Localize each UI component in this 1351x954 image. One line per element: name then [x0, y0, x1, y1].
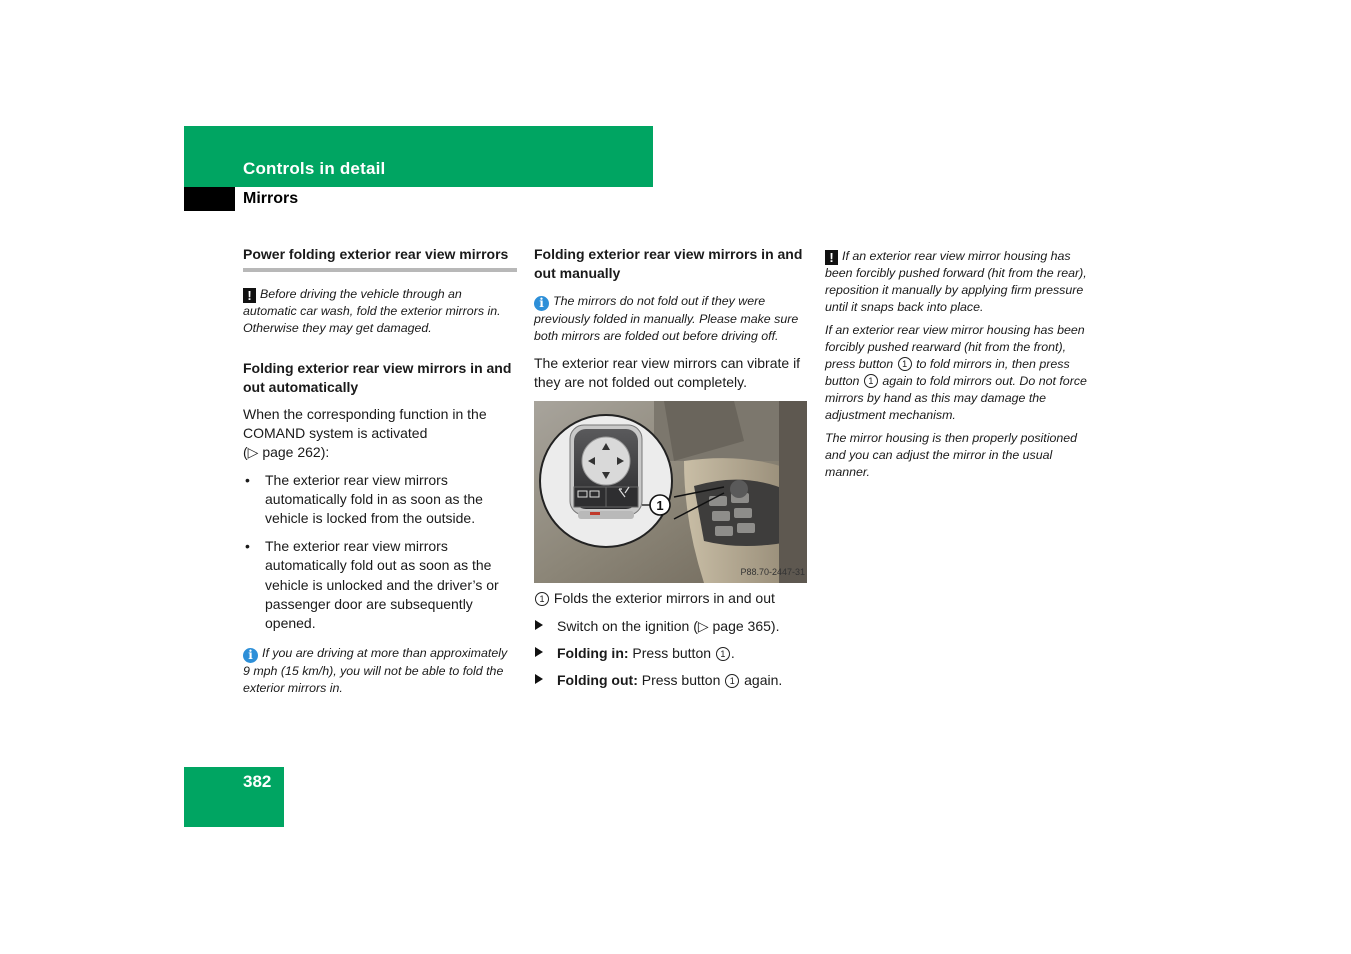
note-text: to fold mirrors in, then press button	[825, 357, 1070, 388]
image-code: P88.70-2447-31	[740, 567, 805, 578]
arrow-icon	[535, 647, 543, 657]
intro-text	[243, 405, 517, 463]
step-text: Switch on the ignition (▷ page 365).	[557, 617, 780, 634]
callout-marker: 1	[535, 592, 549, 606]
chapter-title: Controls in detail	[243, 159, 386, 178]
warning-note-car-wash	[243, 286, 517, 337]
bullet-list	[243, 471, 517, 634]
photo-marker: 1	[656, 498, 664, 514]
info-icon: i	[243, 648, 258, 663]
intro-line: When the corresponding function in the COMAND system is activated	[243, 406, 487, 442]
column-3	[825, 248, 1097, 481]
column-1	[243, 245, 517, 697]
vibrate-paragraph: The exterior rear view mirrors can vibrate if they are not folded out completely.	[534, 355, 801, 391]
section-marker	[184, 187, 235, 211]
callout-marker: 1	[725, 674, 739, 688]
mirror-switch-photo	[534, 401, 807, 583]
warning-icon: !	[825, 250, 838, 265]
step-label: Folding out:	[557, 672, 638, 689]
warning-text: Before driving the vehicle through an automatic car wash, fold the exterior mirrors in. Otherwise they may get damaged.	[243, 287, 501, 335]
step-folding-out	[534, 671, 808, 690]
page-number: 382	[243, 772, 272, 791]
arrow-icon	[535, 620, 543, 630]
step-ignition	[534, 617, 808, 636]
housing-position-note: The mirror housing is then properly positioned and you can adjust the mirror in the usual manner.	[825, 431, 1078, 479]
info-note-manual	[534, 293, 808, 345]
callout-marker: 1	[864, 374, 878, 388]
caption-text: Folds the exterior mirrors in and out	[553, 590, 775, 607]
heading-manual: Folding exterior rear view mirrors in and out manually	[534, 246, 803, 281]
warning-note-housing	[825, 248, 1097, 316]
note-text: again to fold mirrors out. Do not force mirrors by hand as this may damage the adjustment mechanism.	[825, 374, 1087, 422]
step-text: Press button	[641, 672, 721, 689]
heading-automatic: Folding exterior rear view mirrors in and out automatically	[243, 360, 512, 395]
step-folding-in	[534, 644, 808, 663]
info-icon: i	[534, 296, 549, 311]
column-2	[534, 245, 808, 698]
callout-marker: 1	[898, 357, 912, 371]
warning-text: If an exterior rear view mirror housing has been forcibly pushed forward (hit from the rear), reposition it manually by applying firm pressure until it snaps back into place.	[825, 249, 1087, 314]
step-text-end: again.	[744, 672, 783, 689]
page-ref: (▷ page 262):	[243, 444, 330, 461]
step-label: Folding in:	[557, 644, 629, 661]
info-text: If you are driving at more than approximately 9 mph (15 km/h), you will not be able to fold the exterior mirrors in.	[243, 646, 508, 696]
step-text-end: .	[730, 644, 735, 661]
heading-rule	[243, 268, 517, 272]
step-text: Press button	[632, 644, 712, 661]
door-panel-illustration	[534, 401, 807, 583]
caption	[534, 589, 808, 608]
list-item: • The exterior rear view mirrors automatically fold out as soon as the vehicle is unlocked and the driver’s or passenger door are subsequently opened.	[243, 537, 517, 633]
housing-rearward-note	[825, 322, 1097, 424]
info-note-speed	[243, 645, 517, 697]
note-text: If an exterior rear view mirror housing has been forcibly pushed rearward (hit from the front), press button	[825, 323, 1085, 371]
arrow-icon	[535, 674, 543, 684]
section-title: Mirrors	[243, 190, 299, 207]
warning-icon: !	[243, 288, 256, 303]
heading-power-folding: Power folding exterior rear view mirrors	[243, 246, 509, 262]
info-text: The mirrors do not fold out if they were previously folded in manually. Please make sure both mirrors are folded out before driving off.	[534, 294, 799, 343]
list-item: • The exterior rear view mirrors automatically fold in as soon as the vehicle is locked from the outside.	[243, 471, 517, 529]
callout-marker: 1	[716, 647, 730, 661]
